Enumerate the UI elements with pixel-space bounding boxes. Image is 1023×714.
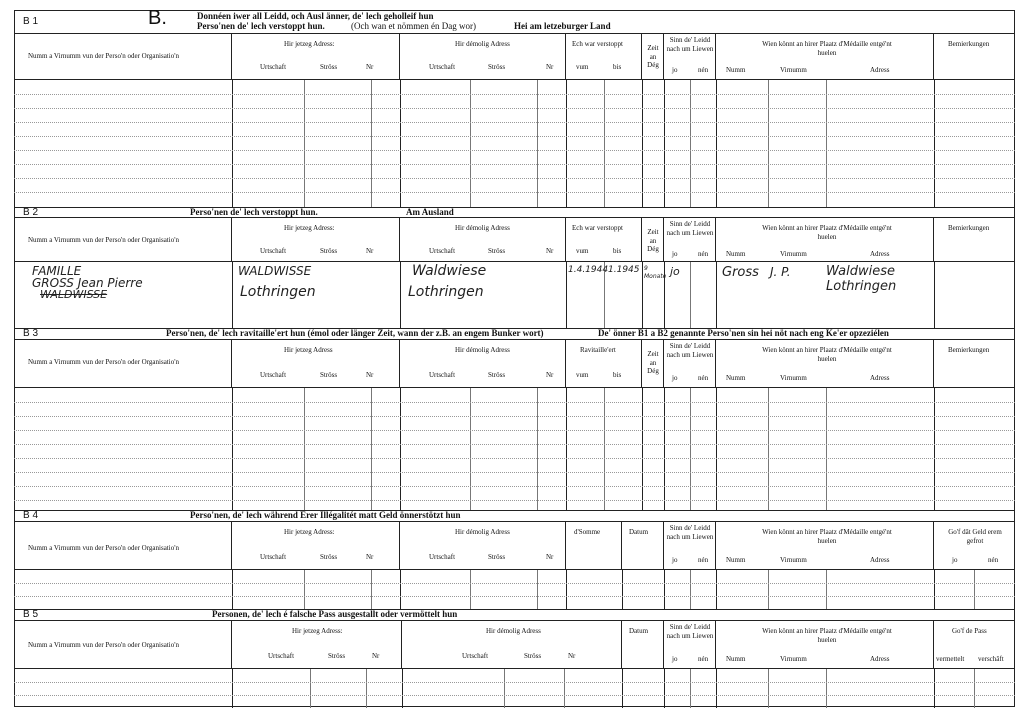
- header-street: Ströss: [488, 371, 506, 379]
- header-remarks: Bemierkungen: [948, 346, 990, 354]
- header-locality: Urtschaft: [429, 63, 456, 71]
- header-number: Nr: [546, 371, 554, 379]
- header-medal-name: Numm: [726, 250, 746, 258]
- entry-time-days: 9 Monate: [644, 265, 667, 280]
- entry-medal-firstname: J. P.: [770, 265, 791, 279]
- header-money-no: nén: [988, 556, 999, 564]
- header-to: bis: [613, 63, 622, 71]
- section-title: Personen, de' lech é falsche Pass ausgestallt oder vermöttelt hun: [212, 609, 458, 619]
- section-b2-body: [14, 262, 1015, 328]
- entry-previous-locality: Waldwiese: [412, 263, 487, 279]
- section-b5-body: [14, 669, 1015, 708]
- section-title: Perso'nen, de' lech während Erer Illégalitét matt Geld önnerstötzt hun: [190, 510, 461, 520]
- section-title-location: Am Ausland: [406, 207, 454, 217]
- section-b5-title-row: [14, 610, 1015, 621]
- section-b2: [14, 207, 1015, 327]
- header-previous-address: Hir démolig Adress: [486, 627, 541, 635]
- section-b5: [14, 609, 1015, 707]
- header-current-address: Hir jetzeg Adress:: [284, 40, 335, 48]
- section-b1: [14, 7, 1015, 207]
- entry-hidden-to: 1.1945: [608, 265, 640, 275]
- section-b2-title-row: [14, 208, 1015, 218]
- header-from: vum: [576, 63, 589, 71]
- header-medal: Wien könnt an hirer Plaatz d'Médaille entgé'nt huelen: [762, 224, 892, 241]
- header-number: Nr: [568, 652, 576, 660]
- entry-alive-yes: jo: [670, 265, 680, 278]
- header-medal-address: Adress: [870, 374, 890, 382]
- header-passport: Go'f de Pass: [952, 627, 987, 635]
- header-number: Nr: [366, 553, 374, 561]
- header-yes: jo: [672, 655, 678, 663]
- header-remarks: Bemierkungen: [948, 40, 990, 48]
- header-medal: Wien könnt an hirer Plaatz d'Médaille entgé'nt huelen: [762, 346, 892, 363]
- header-remarks: Bemierkungen: [948, 224, 990, 232]
- header-locality: Urtschaft: [429, 553, 456, 561]
- header-date: Datum: [629, 627, 649, 635]
- header-no: nén: [698, 374, 709, 382]
- header-alive: Sinn de' Leidd nach um Liewen: [666, 342, 714, 359]
- header-medal-firstname: Virnumm: [780, 66, 807, 74]
- header-from: vum: [576, 247, 589, 255]
- header-previous-address: Hir démolig Adress: [455, 224, 510, 232]
- header-time-days: Zeit an Dég: [647, 228, 659, 253]
- section-b4-title-row: [14, 511, 1015, 522]
- section-b4-body: [14, 570, 1015, 609]
- header-medal-name: Numm: [726, 374, 746, 382]
- header-date: Datum: [629, 528, 649, 536]
- section-title-note: De' önner B1 a B2 genannte Perso'nen sin hei nöt nach eng Ke'er opzeziélen: [598, 328, 889, 338]
- header-medal-address: Adress: [870, 250, 890, 258]
- section-id: B 3: [23, 328, 39, 339]
- header-alive: Sinn de' Leidd nach um Liewen: [666, 524, 714, 541]
- section-subtitle: Perso'nen de' lech verstoppt hun.: [197, 21, 325, 31]
- header-number: Nr: [546, 553, 554, 561]
- section-subtitle-note: (Och wan et nömmen én Dag wor): [351, 21, 476, 31]
- header-passport-procured: verschâft: [978, 655, 1004, 663]
- entry-medal-name: Gross: [722, 265, 759, 280]
- header-street: Ströss: [488, 247, 506, 255]
- entry-name-line1: FAMILLE: [32, 264, 82, 278]
- header-alive: Sinn de' Leidd nach um Liewen: [666, 36, 714, 53]
- section-b4-header: [14, 522, 1015, 570]
- header-current-address: Hir jetzeg Adress:: [284, 224, 335, 232]
- header-medal-firstname: Virnumm: [780, 655, 807, 663]
- header-previous-address: Hir démolig Adress: [455, 528, 510, 536]
- section-id: B 2: [23, 207, 39, 218]
- header-locality: Urtschaft: [268, 652, 295, 660]
- header-medal-name: Numm: [726, 556, 746, 564]
- header-medal-name: Numm: [726, 66, 746, 74]
- header-current-address: Hir jetzeg Adress:: [292, 627, 343, 635]
- section-id: B 4: [23, 510, 39, 521]
- header-locality: Urtschaft: [260, 247, 287, 255]
- section-title: Perso'nen, de' lech ravitaille'ert hun (émol oder länger Zeit, wann der z.B. an engem Bunker wort): [166, 328, 544, 338]
- section-b3-title-row: [14, 329, 1015, 340]
- entry-name-line3: WALDWISSE: [40, 288, 108, 301]
- section-b1-header: [14, 34, 1015, 80]
- section-title: Donnéen iwer all Leidd, och Ausl änner, de' lech geholleif hun: [197, 11, 434, 21]
- header-hidden: Ech war verstoppt: [572, 40, 623, 48]
- header-yes: jo: [672, 250, 678, 258]
- header-yes: jo: [672, 556, 678, 564]
- entry-medal-address-line1: Waldwiese: [826, 264, 895, 279]
- header-street: Ströss: [328, 652, 346, 660]
- entry-current-locality: WALDWISSE: [238, 264, 312, 278]
- header-name: Numm a Virnumm vun der Perso'n oder Organisatio'n: [28, 236, 179, 244]
- section-b1-body: [14, 80, 1015, 207]
- entry-medal-address-line2: Lothringen: [826, 279, 897, 294]
- header-locality: Urtschaft: [260, 63, 287, 71]
- header-street: Ströss: [488, 553, 506, 561]
- header-provisioned: Ravitaille'ert: [580, 346, 616, 354]
- header-time-days: Zeit an Dég: [647, 44, 659, 69]
- section-b3-body: [14, 388, 1015, 510]
- section-b1-title-row: [14, 7, 1015, 34]
- header-name: Numm a Virnumm vun der Perso'n oder Organisatio'n: [28, 641, 179, 649]
- header-medal-address: Adress: [870, 556, 890, 564]
- header-street: Ströss: [524, 652, 542, 660]
- header-street: Ströss: [320, 63, 338, 71]
- header-from: vum: [576, 371, 589, 379]
- section-id: B 1: [23, 16, 39, 27]
- header-passport-mediated: vermettelt: [936, 655, 965, 663]
- header-street: Ströss: [488, 63, 506, 71]
- header-number: Nr: [372, 652, 380, 660]
- header-street: Ströss: [320, 371, 338, 379]
- header-locality: Urtschaft: [429, 371, 456, 379]
- header-street: Ströss: [320, 553, 338, 561]
- section-subtitle-location: Hei am letzeburger Land: [514, 21, 611, 31]
- header-money-returned: Go'f dât Geld erem gefrot: [948, 528, 1002, 545]
- header-medal: Wien könnt an hirer Plaatz d'Médaille entgé'nt huelen: [762, 40, 892, 57]
- header-locality: Urtschaft: [429, 247, 456, 255]
- header-to: bis: [613, 371, 622, 379]
- header-medal-address: Adress: [870, 655, 890, 663]
- header-no: nén: [698, 655, 709, 663]
- section-b5-header: [14, 621, 1015, 669]
- header-medal-address: Adress: [870, 66, 890, 74]
- header-time-days: Zeit an Dég: [647, 350, 659, 375]
- entry-previous-region: Lothringen: [408, 284, 484, 300]
- header-to: bis: [613, 247, 622, 255]
- header-medal: Wien könnt an hirer Plaatz d'Médaille entgé'nt huelen: [762, 528, 892, 545]
- header-no: nén: [698, 250, 709, 258]
- header-name: Numm a Virnumm vun der Perso'n oder Organisatio'n: [28, 52, 179, 60]
- header-hidden: Ech war verstoppt: [572, 224, 623, 232]
- header-no: nén: [698, 66, 709, 74]
- header-no: nén: [698, 556, 709, 564]
- section-id: B 5: [23, 609, 39, 620]
- header-medal-firstname: Virnumm: [780, 374, 807, 382]
- header-yes: jo: [672, 374, 678, 382]
- header-alive: Sinn de' Leidd nach um Liewen: [666, 220, 714, 237]
- header-medal: Wien könnt an hirer Plaatz d'Médaille entgé'nt huelen: [762, 627, 892, 644]
- header-alive: Sinn de' Leidd nach um Liewen: [666, 623, 714, 640]
- header-previous-address: Hir démolig Adress: [455, 346, 510, 354]
- header-locality: Urtschaft: [260, 553, 287, 561]
- header-yes: jo: [672, 66, 678, 74]
- section-b2-header: [14, 218, 1015, 262]
- header-street: Ströss: [320, 247, 338, 255]
- header-current-address: Hir jetzeg Adress:: [284, 528, 335, 536]
- section-b3-header: [14, 340, 1015, 388]
- header-locality: Urtschaft: [462, 652, 489, 660]
- section-title: Perso'nen de' lech verstoppt hun.: [190, 207, 318, 217]
- header-number: Nr: [546, 63, 554, 71]
- header-previous-address: Hir démolig Adress: [455, 40, 510, 48]
- header-medal-firstname: Virnumm: [780, 250, 807, 258]
- entry-hidden-from: 1.4.1944: [568, 265, 609, 275]
- section-letter: B.: [148, 7, 167, 29]
- header-amount: d'Somme: [574, 528, 601, 536]
- header-medal-firstname: Virnumm: [780, 556, 807, 564]
- header-number: Nr: [366, 247, 374, 255]
- header-number: Nr: [366, 371, 374, 379]
- header-current-address: Hir jetzeg Adress: [284, 346, 333, 354]
- header-number: Nr: [366, 63, 374, 71]
- header-money-yes: jo: [952, 556, 958, 564]
- section-b4: [14, 510, 1015, 608]
- entry-current-region: Lothringen: [240, 284, 316, 300]
- header-locality: Urtschaft: [260, 371, 287, 379]
- entry-name-line2: GROSS Jean Pierre: [32, 276, 143, 290]
- section-b3: [14, 328, 1015, 509]
- header-medal-name: Numm: [726, 655, 746, 663]
- header-name: Numm a Virnumm vun der Perso'n oder Organisatio'n: [28, 358, 179, 366]
- header-number: Nr: [546, 247, 554, 255]
- header-name: Numm a Virnumm vun der Perso'n oder Organisatio'n: [28, 544, 179, 552]
